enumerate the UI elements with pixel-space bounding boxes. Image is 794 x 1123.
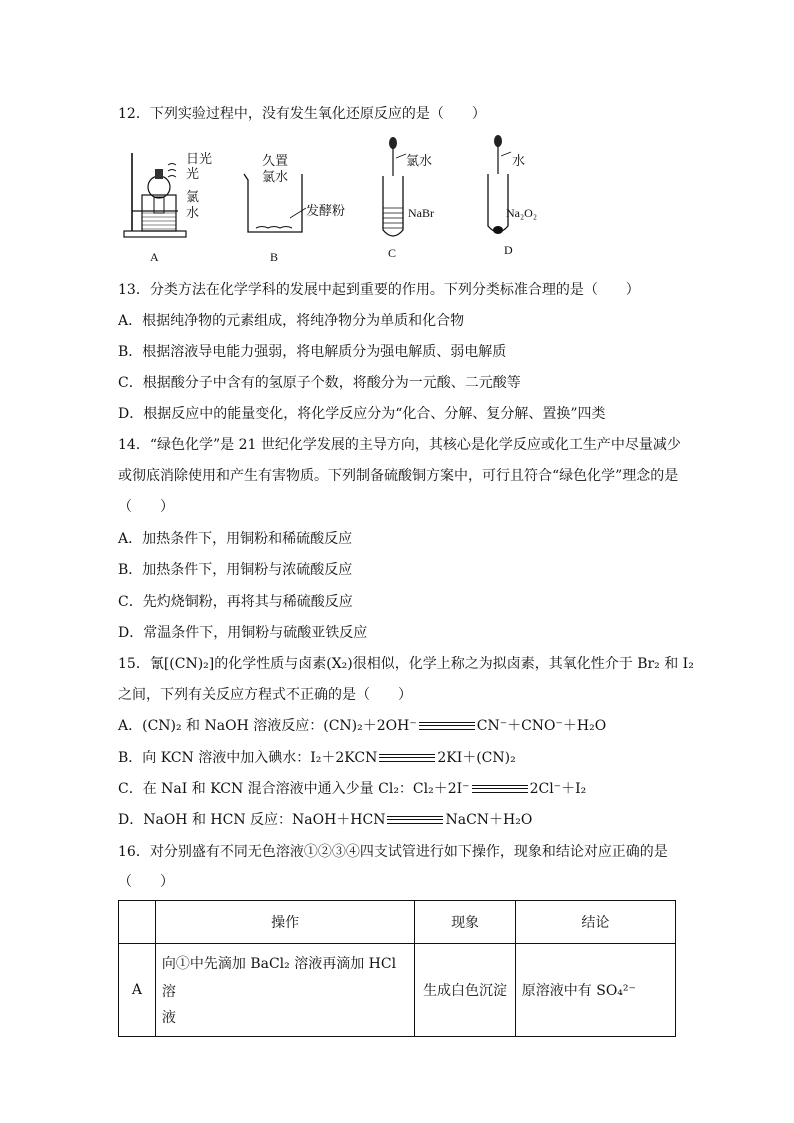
figure-d-test-tube [483, 134, 513, 239]
table-row [119, 944, 676, 1037]
table-header-row [119, 901, 676, 944]
figure-a-sun: 日光 [186, 151, 213, 166]
q15-option-d-right: NaCN＋H₂O [445, 812, 533, 828]
figure-b-aged: 久置 [262, 153, 289, 168]
figure-b-label: B [270, 250, 279, 264]
figure-a-chlorine-2: 水 [186, 205, 200, 220]
figure-d-label: D [504, 243, 513, 257]
q14-stem-3: （ ） [118, 499, 174, 515]
figure-b-powder: 发酵粉 [306, 203, 346, 218]
q14-option-c: C．先灼烧铜粉，再将其与稀硫酸反应 [118, 594, 353, 610]
q14-option-b: B．加热条件下，用铜粉与浓硫酸反应 [118, 562, 353, 578]
figure-c-label: C [388, 246, 397, 260]
q15-option-c-left: C．在 NaI 和 KCN 混合溶液中通入少量 Cl₂：Cl₂＋2I⁻ [118, 781, 470, 797]
row-conclusion: 原溶液中有 SO₄²⁻ [515, 944, 675, 1037]
row-operation-line-1: 向①中先滴加 BaCl₂ 溶液再滴加 HCl 溶 [161, 956, 397, 1000]
q15-option-d [118, 810, 532, 830]
q15-option-b-left: B．向 KCN 溶液中加入碘水：I₂＋2KCN [118, 750, 378, 766]
row-phenomenon: 生成白色沉淀 [415, 944, 515, 1037]
q15-option-a-left: A．(CN)₂ 和 NaOH 溶液反应：(CN)₂＋2OH⁻ [118, 718, 417, 734]
equals-sign [379, 754, 435, 762]
q15-option-b-right: 2KI＋(CN)₂ [437, 750, 516, 766]
row-operation-line-2: 液 [161, 1010, 176, 1026]
equals-sign [387, 816, 443, 824]
q15-option-c-right: 2Cl⁻＋I₂ [529, 781, 587, 797]
q15-option-a [118, 716, 606, 736]
q16-stem-2: （ ） [118, 874, 174, 890]
figure-a-label: A [150, 250, 159, 264]
q14-option-a: A．加热条件下，用铜粉和稀硫酸反应 [118, 531, 353, 547]
figure-a-chlorine: 氯 [186, 189, 200, 204]
figure-c-test-tube [378, 136, 408, 241]
figure-c-solution: NaBr [408, 206, 434, 220]
q13-option-d: D．根据反应中的能量变化，将化学反应分为“化合、分解、复分解、置换”四类 [118, 406, 606, 422]
table-header-blank [119, 901, 156, 944]
equals-sign [419, 722, 475, 730]
q13-option-a: A．根据纯净物的元素组成，将纯净物分为单质和化合物 [118, 313, 465, 329]
q15-stem-2: 之间，下列有关反应方程式不正确的是（ ） [118, 687, 412, 703]
figure-b-aged-2: 氯水 [262, 169, 289, 184]
q13-option-b: B．根据溶液导电能力强弱，将电解质分为强电解质、弱电解质 [118, 344, 507, 360]
q13-option-c: C．根据酸分子中含有的氢原子个数，将酸分为一元酸、二元酸等 [118, 375, 521, 391]
q14-stem-2: 或彻底消除使用和产生有害物质。下列制备硫酸铜方案中，可行且符合“绿色化学”理念的是 [118, 468, 679, 484]
q15-stem-1: 15．氰[(CN)₂]的化学性质与卤素(X₂)很相似，化学上称之为拟卤素，其氧化性介于 Br₂ 和 I₂ [118, 656, 694, 672]
figure-a-sun-2: 光 [186, 166, 200, 181]
table-header-operation: 操作 [155, 901, 414, 944]
figure-d-solid: Na₂O₂ [506, 206, 538, 220]
q14-option-d: D．常温条件下，用铜粉与硫酸亚铁反应 [118, 625, 368, 641]
row-label: A [119, 944, 156, 1037]
q13-stem: 13．分类方法在化学学科的发展中起到重要的作用。下列分类标准合理的是（ ） [118, 282, 640, 298]
q14-stem-1: 14．“绿色化学”是 21 世纪化学发展的主导方向，其核心是化学反应或化工生产中尽量减少 [118, 437, 681, 453]
q15-option-d-left: D．NaOH 和 HCN 反应：NaOH＋HCN [118, 812, 386, 828]
q16-stem-1: 16．对分别盛有不同无色溶液①②③④四支试管进行如下操作，现象和结论对应正确的是 [118, 844, 668, 860]
q15-option-c [118, 779, 586, 799]
figure-a-apparatus [120, 143, 195, 243]
table-header-conclusion: 结论 [515, 901, 675, 944]
figure-c-reagent: 氯水 [406, 153, 433, 168]
figure-d-reagent: 水 [512, 153, 526, 168]
q15-option-b [118, 748, 516, 768]
equals-sign [472, 785, 528, 793]
q12-stem: 12．下列实验过程中，没有发生氧化还原反应的是（ ） [118, 106, 486, 122]
q16-table [118, 900, 676, 1037]
q15-option-a-right: CN⁻＋CNO⁻＋H₂O [476, 718, 607, 734]
table-header-phenomenon: 现象 [415, 901, 515, 944]
row-operation [155, 944, 414, 1037]
